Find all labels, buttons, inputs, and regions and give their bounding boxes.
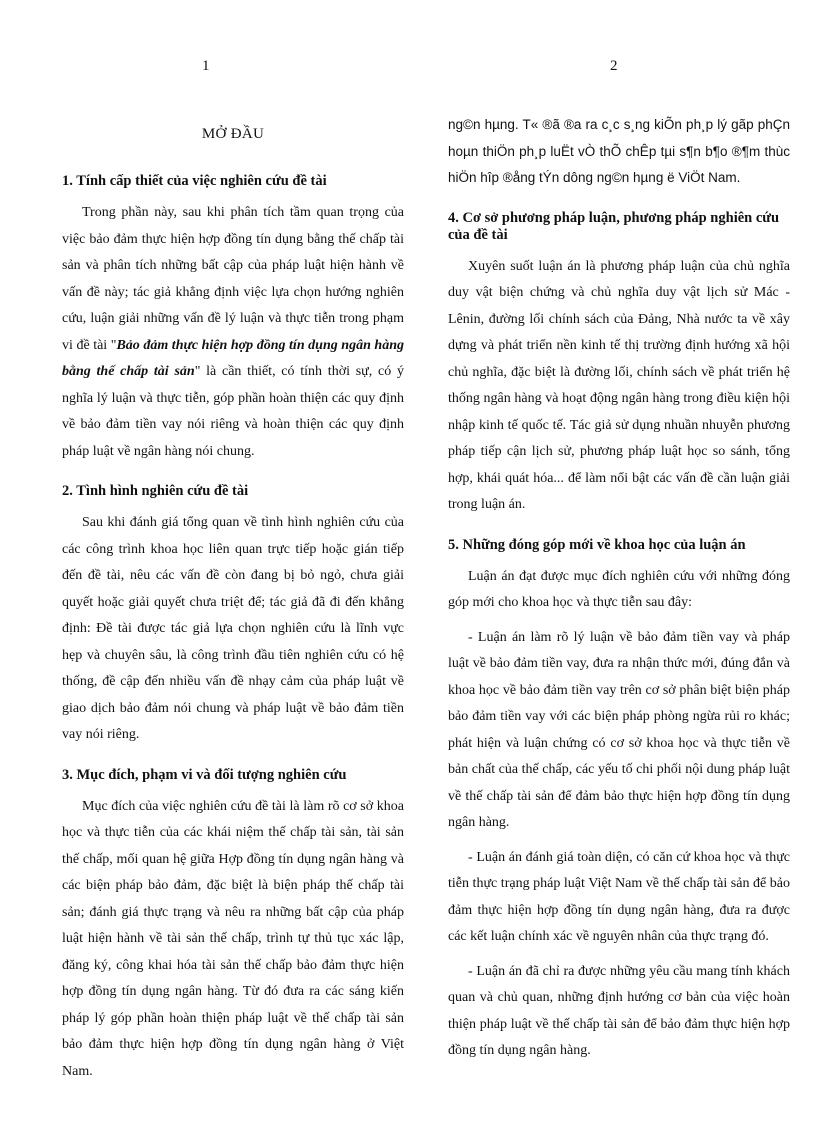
section-1-paragraph	[62, 200, 404, 465]
right-page-column	[448, 112, 790, 1073]
document-title: MỞ ĐẦU	[201, 126, 265, 142]
page-number-left: 1	[202, 58, 210, 74]
section-3-heading: 3. Mục đích, phạm vi và đối tượng nghiên cứu	[62, 766, 347, 783]
section-5-heading: 5. Những đóng góp mới về khoa học của luận án	[448, 536, 746, 553]
section-2-heading: 2. Tình hình nghiên cứu đề tài	[62, 483, 249, 499]
section-4-paragraph: Xuyên suốt luận án là phương pháp luận của chủ nghĩa duy vật biện chứng và chủ nghĩa duy vật lịch sử Mác - Lênin, đường lối chính sách của Đảng, Nhà nước ta về xây dựng và phát triển nền kinh tế thị trường định hướng xã hội chủ nghĩa, đặc biệt là đường lối, chính sách về phát triển hệ thống ngân hàng và hoạt động ngân hàng trong điều kiện hội nhập kinh tế quốc tế. Tác giả sử dụng nhuần nhuyễn phương pháp tiếp cận lịch sử, phương pháp luật học so sánh, tổng hợp, khái quát hóa... để làm nổi bật các vấn đề cần luận giải trong luận án.	[448, 258, 790, 512]
thesis-title-emphasis: Bảo đảm thực hiện hợp đồng tín dụng ngân hàng bằng thế chấp tài sản	[62, 337, 404, 379]
section-5-contribution-2: - Luận án đánh giá toàn diện, có căn cứ khoa học và thực tiễn thực trạng pháp luật Việt Nam về thế chấp tài sản để bảo đảm thực hiện hợp đồng tín dụng ngân hàng, đưa ra được các kết luận chính xác về nguyên nhân của thực trạng đó.	[448, 849, 790, 944]
section-3-paragraph: Mục đích của việc nghiên cứu đề tài là làm rõ cơ sở khoa học và thực tiễn của các khái niệm thế chấp tài sản, tài sản thế chấp, mối quan hệ giữa Hợp đồng tín dụng ngân hàng và các biện pháp bảo đảm, đặc biệt là biện pháp thế chấp tài sản; đánh giá thực trạng và nêu ra những bất cập của pháp luật hiện hành về tài sản thế chấp, trình tự thủ tục xác lập, đăng ký, công khai hóa tài sản thế chấp bảo đảm thực hiện hợp đồng tín dụng ngân hàng. Từ đó đưa ra các sáng kiến pháp lý góp phần hoàn thiện pháp luật về thế chấp tài sản bảo đảm thực hiện hợp đồng tín dụng ngân hàng ở Việt Nam.	[62, 798, 404, 1079]
section-2-paragraph: Sau khi đánh giá tổng quan về tình hình nghiên cứu của các công trình khoa học liên quan trực tiếp hoặc gián tiếp đến đề tài, nêu các vấn đề còn đang bị bỏ ngỏ, chưa giải quyết hoặc giải quyết chưa triệt để; tác giả đã đi đến khẳng định: Đề tài được tác giả lựa chọn nghiên cứu là lĩnh vực hẹp và chuyên sâu, là công trình đầu tiên nghiên cứu có hệ thống, đề cập đến nhiều vấn đề nhạy cảm của pháp luật về giao dịch bảo đảm nói chung và pháp luật về bảo đảm tiền vay nói riêng.	[62, 515, 404, 742]
section-5-intro-paragraph: Luận án đạt được mục đích nghiên cứu với những đóng góp mới cho khoa học và thực tiễn sau đây:	[448, 568, 790, 610]
left-page-column	[62, 84, 404, 1093]
section-1-text-before: Trong phần này, sau khi phân tích tầm quan trọng của việc bảo đảm thực hiện hợp đồng tín dụng bằng thế chấp tài sản và phân tích những bất cập của pháp luật hiện hành về vấn đề này; tác giả khẳng định việc lựa chọn hướng nghiên cứu, luận giải những vấn đề lý luận và thực tiễn trong phạm vi đề tài "	[62, 205, 404, 353]
section-4-heading: 4. Cơ sở phương pháp luận, phương pháp nghiên cứu của đề tài	[448, 209, 780, 243]
continued-paragraph: ng©n hµng. T« ®ã ®a ra c¸c s¸ng kiÕn ph¸p lý gãp phÇn hoµn thiÖn ph¸p luËt vÒ thÕ chÊp tµi s¶n b¶o ®¶m thùc hiÖn hîp ®ång tÝn dông ng©n hµng ë ViÖt Nam.	[448, 117, 790, 185]
page-number-right: 2	[610, 58, 618, 74]
section-5-contribution-1: - Luận án làm rõ lý luận về bảo đảm tiền vay và pháp luật về bảo đảm tiền vay, đưa ra nhận thức mới, đúng đắn và khoa học về bảo đảm tiền vay trên cơ sở phân biệt biện pháp bảo đảm tiền vay với các biện pháp phòng ngừa rủi ro khác; phát hiện và luận chứng có cơ sở khoa học và thực tiễn về bản chất của thế chấp, các yếu tố chi phối nội dung pháp luật về thế chấp tài sản để đảm bảo thực hiện hợp đồng tín dụng ngân hàng.	[448, 629, 790, 830]
section-1-text-after: " là cần thiết, có tính thời sự, có ý nghĩa lý luận và thực tiễn, góp phần hoàn thiện các quy định về bảo đảm tiền vay nói riêng và hoàn thiện các quy định pháp luật về ngân hàng nói chung.	[62, 364, 404, 459]
section-5-contribution-3: - Luận án đã chỉ ra được những yêu cầu mang tính khách quan và chủ quan, những định hướng cơ bản của việc hoàn thiện pháp luật về thế chấp tài sản để bảo đảm thực hiện hợp đồng tín dụng ngân hàng.	[448, 963, 790, 1058]
section-1-heading: 1. Tính cấp thiết của việc nghiên cứu đề tài	[62, 173, 327, 189]
